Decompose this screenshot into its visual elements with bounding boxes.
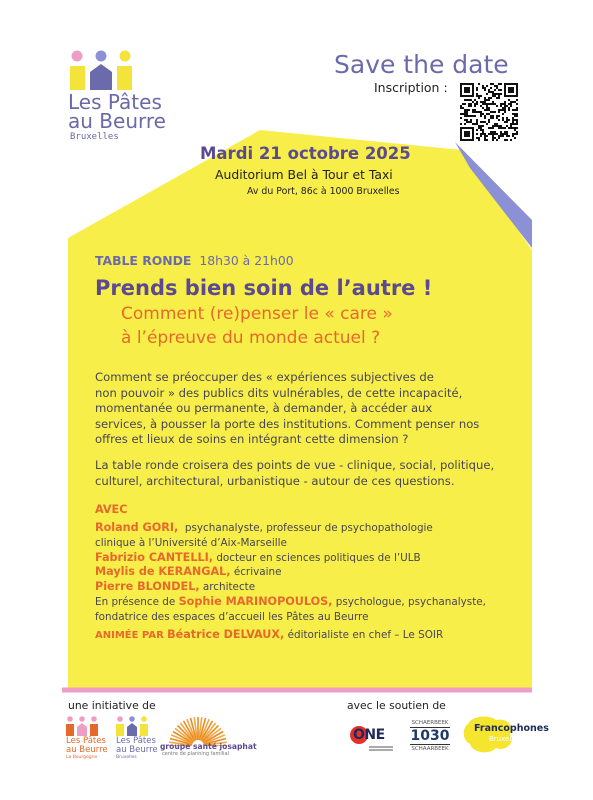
speaker-1-cont: clinique à l’Université d’Aix-Marseille [95, 536, 287, 549]
speaker-2 [95, 551, 486, 566]
francophones-sub: Bruxelles [489, 735, 522, 743]
table-ronde-label: TABLE RONDE [95, 253, 192, 268]
speaker-name: Pierre BLONDEL, [95, 580, 200, 594]
moderator-desc: éditorialiste en chef – Le SOIR [287, 628, 444, 641]
subtitle-line1: Comment (re)penser le « care » [121, 304, 393, 324]
description-paragraph-2 [95, 458, 525, 489]
moderator-prefix: ANIMÉE PAR [95, 629, 164, 641]
soutien-label: avec le soutien de [347, 699, 446, 712]
speaker-desc: docteur en sciences politiques de l’ULB [216, 551, 421, 564]
logo-text-line: Les Pâtes [66, 736, 106, 746]
speaker-1 [95, 521, 486, 536]
desc-line: Comment se préoccuper des « expériences subjectives de [95, 370, 434, 384]
speaker-4 [95, 580, 486, 595]
speaker-5-cont: fondatrice des espaces d’accueil les Pâtes au Beurre [95, 610, 369, 623]
logo-text-line: Les Pâtes [116, 736, 156, 746]
org-city: Bruxelles [70, 132, 119, 142]
one-logo-subtext [369, 745, 393, 753]
org-name-line1: Les Pâtes [68, 90, 162, 114]
speaker-desc: architecte [202, 581, 256, 594]
presence-prefix: En présence de [95, 595, 176, 608]
desc-line: services, à pousser la porte des institutions. Comment penser nos [95, 416, 480, 431]
desc-line: offres et lieux de soins en intégrant cette dimension ? [95, 432, 409, 447]
speaker-5 [95, 595, 486, 610]
main-title: Prends bien soin de l’autre ! [95, 276, 433, 300]
schaerbeek-number: 1030 [410, 728, 450, 744]
event-venue: Auditorium Bel à Tour et Taxi [215, 167, 393, 182]
org-name-line2: au Beurre [68, 109, 166, 133]
schaerbeek-bottom: SCHAARBEEK [411, 746, 449, 752]
logo-sub: Bruxelles [116, 755, 137, 760]
speaker-3 [95, 565, 486, 580]
pates-au-beurre-bruxelles-logo-icon [116, 716, 148, 736]
footer-logo1-text [66, 737, 108, 761]
speaker-name: Maylis de KERANGAL, [95, 565, 231, 579]
avec-heading: AVEC [95, 503, 128, 516]
moderator [95, 628, 486, 644]
logo-text-line: au Beurre [66, 745, 108, 755]
initiative-label: une initiative de [68, 699, 156, 712]
desc-line: culturel, architectural, urbanistique - autour de ces questions. [95, 473, 455, 488]
francophones-text: Francophones [474, 723, 549, 734]
desc-line: La table ronde croisera des points de vue - clinique, social, politique, [95, 458, 495, 472]
table-ronde-time: 18h30 à 21h00 [199, 253, 294, 268]
speaker-desc: psychologue, psychanalyste, [335, 595, 486, 608]
desc-line: momentanée ou permanente, à demander, à accéder aux [95, 401, 433, 416]
subtitle-line2: à l’épreuve du monde actuel ? [121, 328, 381, 348]
pates-au-beurre-logo-icon [68, 50, 138, 92]
speaker-name: Roland GORI, [95, 521, 179, 534]
inscription-label: Inscription : [374, 80, 448, 95]
desc-line: non pouvoir » des publics dits vulnérables, de cette incapacité, [95, 385, 463, 400]
description-paragraph-1 [95, 370, 525, 448]
groupe-sante-sub: centre de planning familial [162, 751, 230, 757]
schaerbeek-top: SCHAERBEEK [411, 720, 449, 726]
speakers-list [95, 521, 486, 643]
speaker-desc: écrivaine [233, 566, 282, 579]
speaker-name: Sophie MARINOPOULOS, [178, 594, 333, 608]
table-ronde-line [95, 253, 294, 268]
event-date: Mardi 21 octobre 2025 [200, 144, 411, 163]
footer-logo2-text [116, 737, 158, 761]
logo-text-line: au Beurre [116, 745, 158, 755]
moderator-name: Béatrice DELVAUX, [167, 627, 285, 641]
pates-au-beurre-small-logo-icon [66, 716, 98, 736]
logo-sub: La Bourgogne [66, 755, 98, 760]
groupe-sante-name: groupe santé josaphat [160, 742, 257, 751]
event-address: Av du Port, 86c à 1000 Bruxelles [247, 186, 400, 197]
save-the-date-heading: Save the date [334, 50, 509, 79]
one-logo-text: ONE [353, 727, 385, 743]
qr-code-icon[interactable] [460, 83, 518, 141]
speaker-desc: psychanalyste, professeur de psychopathologie [184, 522, 433, 534]
speaker-name: Fabrizio CANTELLI, [95, 550, 213, 564]
